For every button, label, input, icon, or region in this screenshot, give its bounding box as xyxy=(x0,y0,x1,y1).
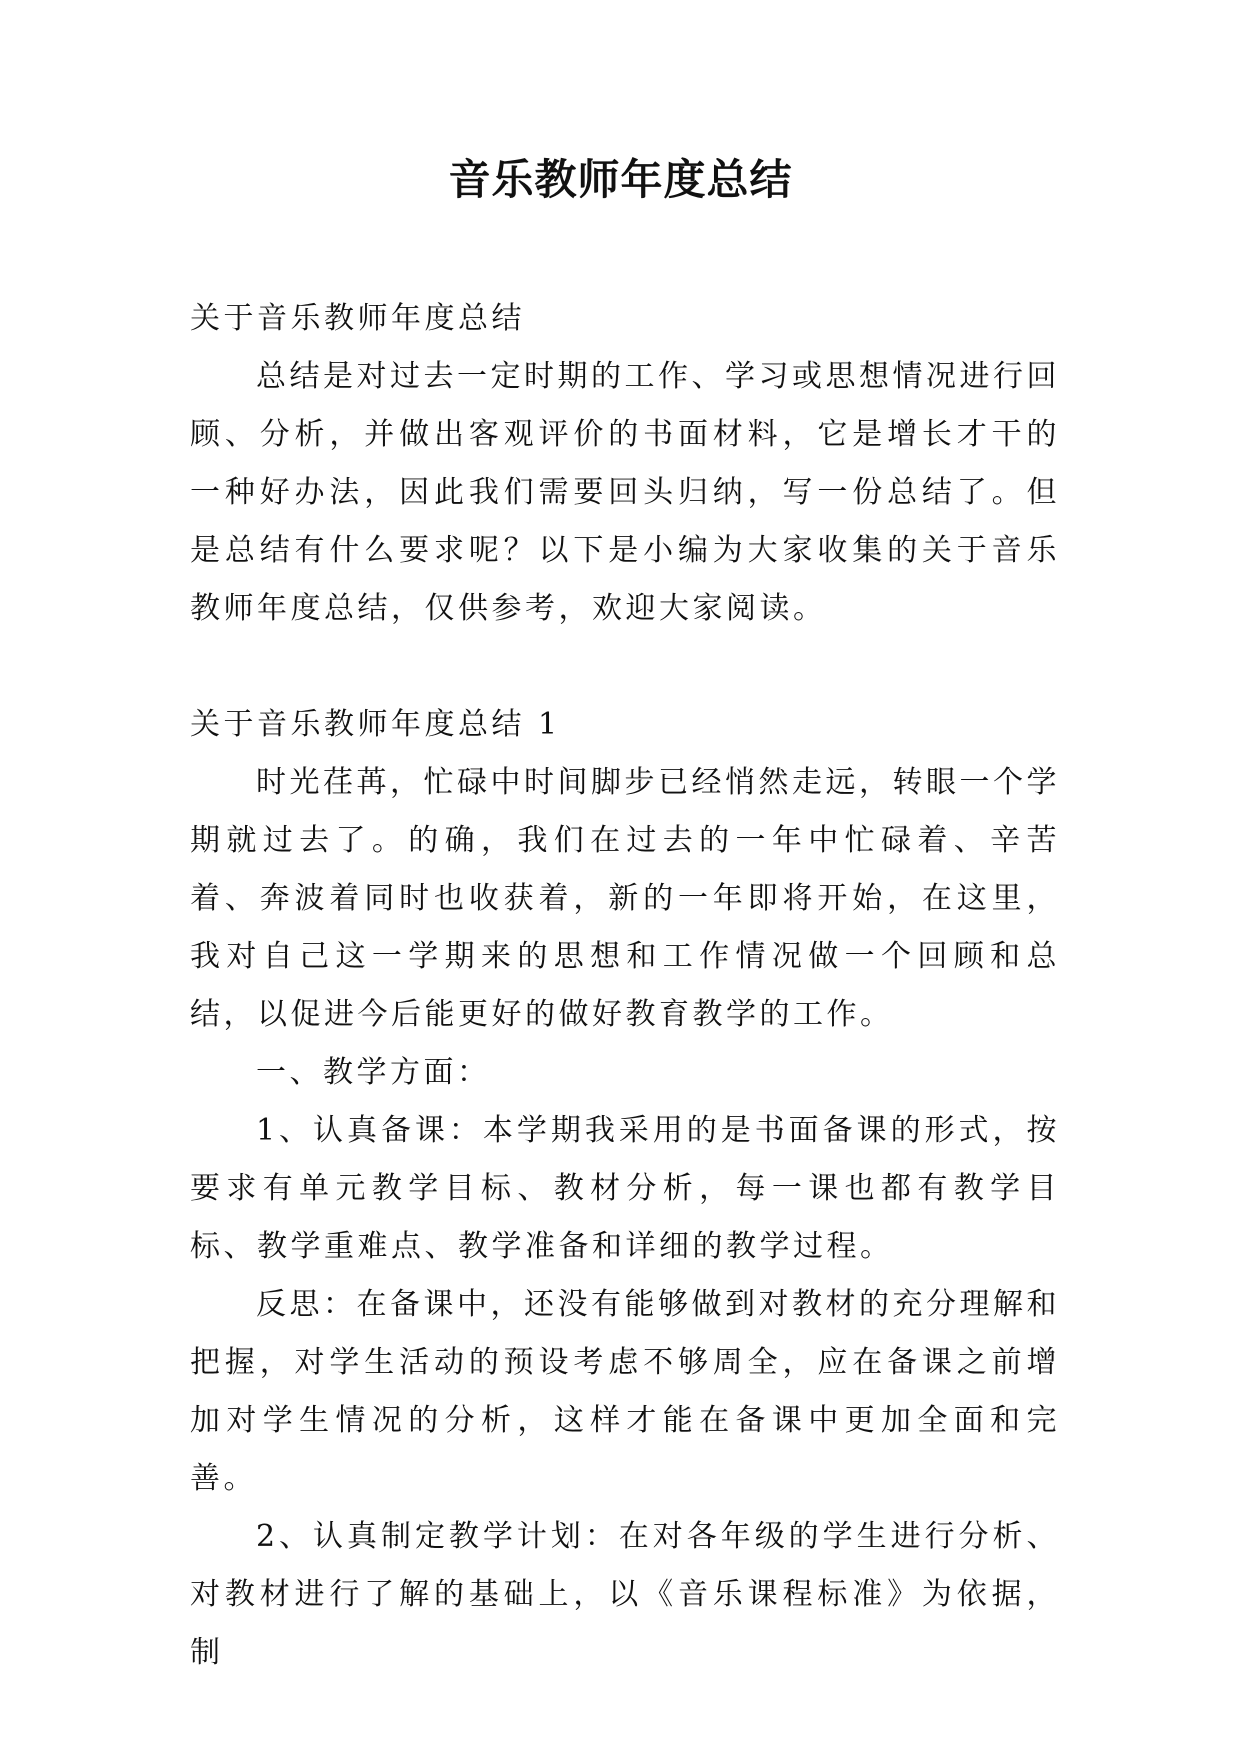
section-paragraph: 时光荏苒，忙碌中时间脚步已经悄然走远，转眼一个学期就过去了。的确，我们在过去的一年中忙碌着、辛苦着、奔波着同时也收获着，新的一年即将开始，在这里，我对自己这一学期来的思想和工作情况做一个回顾和总结，以促进今后能更好的做好教育教学的工作。 xyxy=(190,765,1060,1032)
list-item-paragraph: 2、认真制定教学计划：在对各年级的学生进行分析、对教材进行了解的基础上，以《音乐课程标准》为依据，制 xyxy=(190,1519,1060,1670)
list-item-paragraph: 1、认真备课：本学期我采用的是书面备课的形式，按要求有单元教学目标、教材分析，每一课也都有教学目标、教学重难点、教学准备和详细的教学过程。 xyxy=(190,1113,1060,1264)
subsection-heading: 一、教学方面： xyxy=(256,1055,491,1090)
document-body xyxy=(190,290,1060,1682)
section-heading: 关于音乐教师年度总结 1 xyxy=(190,707,561,742)
reflection-paragraph: 反思：在备课中，还没有能够做到对教材的充分理解和把握，对学生活动的预设考虑不够周全，应在备课之前增加对学生情况的分析，这样才能在备课中更加全面和完善。 xyxy=(190,1287,1060,1496)
intro-paragraph: 总结是对过去一定时期的工作、学习或思想情况进行回顾、分析，并做出客观评价的书面材料，它是增长才干的一种好办法，因此我们需要回头归纳，写一份总结了。但是总结有什么要求呢？以下是小编为大家收集的关于音乐教师年度总结，仅供参考，欢迎大家阅读。 xyxy=(190,359,1060,626)
section-spacer xyxy=(190,638,1060,696)
intro-heading: 关于音乐教师年度总结 xyxy=(190,301,525,336)
document-title: 音乐教师年度总结 xyxy=(448,155,793,204)
